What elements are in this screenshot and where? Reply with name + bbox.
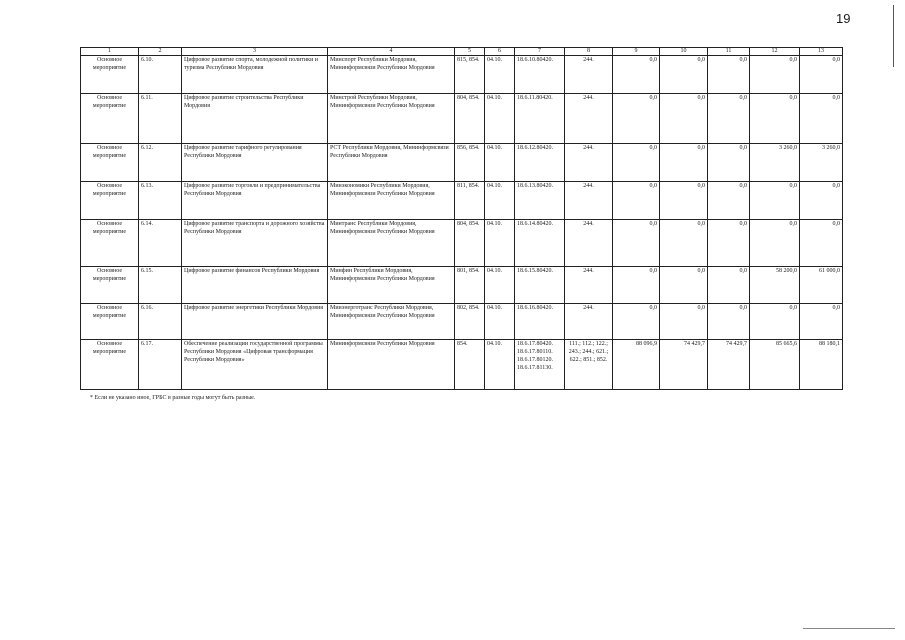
grbs-cell: 801, 854. [455, 267, 485, 304]
row-type-cell: Основное мероприятие [81, 267, 139, 304]
row-type-cell: Основное мероприятие [81, 304, 139, 340]
table-row [81, 56, 843, 94]
amount-cell: 0,0 [750, 304, 800, 340]
amount-cell: 0,0 [750, 220, 800, 267]
amount-cell: 0,0 [750, 56, 800, 94]
row-type-cell: Основное мероприятие [81, 182, 139, 220]
amount-cell: 0,0 [613, 56, 660, 94]
amount-cell: 0,0 [660, 304, 708, 340]
amount-cell: 0,0 [613, 220, 660, 267]
amount-cell: 74 429,7 [660, 340, 708, 390]
amount-cell: 0,0 [800, 220, 843, 267]
column-number-row [81, 48, 843, 56]
grbs-cell: 854. [455, 340, 485, 390]
column-header: 6 [485, 48, 515, 56]
expense-type-cell: 244. [565, 144, 613, 182]
target-article-cell: 18.6.14.80420. [515, 220, 565, 267]
row-type-cell: Основное мероприятие [81, 144, 139, 182]
row-code-cell: 6.11. [139, 94, 182, 144]
executor-cell: Минэнерготранс Республики Мордовия, Мининформсвязи Республики Мордовия [328, 304, 455, 340]
amount-cell: 0,0 [800, 182, 843, 220]
section-code-cell: 04.10. [485, 267, 515, 304]
amount-cell: 0,0 [708, 56, 750, 94]
column-header: 1 [81, 48, 139, 56]
amount-cell: 0,0 [750, 94, 800, 144]
row-type-cell: Основное мероприятие [81, 340, 139, 390]
amount-cell: 0,0 [613, 144, 660, 182]
column-header: 9 [613, 48, 660, 56]
row-type-cell: Основное мероприятие [81, 56, 139, 94]
column-header: 8 [565, 48, 613, 56]
table-row [81, 267, 843, 304]
row-code-cell: 6.16. [139, 304, 182, 340]
executor-cell: Минэкономики Республики Мордовия, Мининформсвязи Республики Мордовия [328, 182, 455, 220]
activity-name-cell: Цифровое развитие торговли и предпринимательства Республики Мордовия [182, 182, 328, 220]
expense-type-cell: 244. [565, 182, 613, 220]
amount-cell: 3 260,0 [750, 144, 800, 182]
executor-cell: Минстрой Республики Мордовия, Мининформсвязи Республики Мордовия [328, 94, 455, 144]
amount-cell: 0,0 [708, 144, 750, 182]
section-code-cell: 04.10. [485, 144, 515, 182]
executor-cell: РСТ Республики Мордовия, Мининформсвязи Республики Мордовия [328, 144, 455, 182]
section-code-cell: 04.10. [485, 304, 515, 340]
row-code-cell: 6.13. [139, 182, 182, 220]
amount-cell: 0,0 [660, 182, 708, 220]
amount-cell: 0,0 [613, 182, 660, 220]
section-code-cell: 04.10. [485, 94, 515, 144]
column-header: 4 [328, 48, 455, 56]
expense-type-cell: 244. [565, 56, 613, 94]
expense-type-cell: 244. [565, 304, 613, 340]
section-code-cell: 04.10. [485, 220, 515, 267]
amount-cell: 0,0 [708, 182, 750, 220]
bottom-rule [803, 628, 895, 629]
table-row [81, 182, 843, 220]
grbs-cell: 802, 854. [455, 304, 485, 340]
target-article-cell: 18.6.17.80420. 18.6.17.80110. 18.6.17.80120. 18.6.17.81130. [515, 340, 565, 390]
executor-cell: Минспорт Республики Мордовия, Мининформсвязи Республики Мордовия [328, 56, 455, 94]
page-number: 19 [836, 11, 851, 26]
table-row [81, 144, 843, 182]
target-article-cell: 18.6.15.80420. [515, 267, 565, 304]
amount-cell: 0,0 [660, 56, 708, 94]
footnote: * Если не указано иное, ГРБС в разные годы могут быть разные. [90, 395, 256, 401]
margin-rule [893, 5, 894, 67]
amount-cell: 0,0 [660, 144, 708, 182]
amount-cell: 0,0 [750, 182, 800, 220]
grbs-cell: 856, 854. [455, 144, 485, 182]
amount-cell: 0,0 [708, 94, 750, 144]
column-header: 11 [708, 48, 750, 56]
amount-cell: 0,0 [708, 304, 750, 340]
amount-cell: 61 000,0 [800, 267, 843, 304]
activity-name-cell: Цифровое развитие транспорта и дорожного хозяйства Республики Мордовия [182, 220, 328, 267]
amount-cell: 3 260,0 [800, 144, 843, 182]
amount-cell: 0,0 [660, 94, 708, 144]
amount-cell: 0,0 [800, 56, 843, 94]
column-header: 10 [660, 48, 708, 56]
section-code-cell: 04.10. [485, 340, 515, 390]
amount-cell: 88 180,1 [800, 340, 843, 390]
row-type-cell: Основное мероприятие [81, 94, 139, 144]
row-code-cell: 6.17. [139, 340, 182, 390]
row-code-cell: 6.12. [139, 144, 182, 182]
table-row [81, 340, 843, 390]
grbs-cell: 804, 854. [455, 94, 485, 144]
table-row [81, 304, 843, 340]
amount-cell: 0,0 [800, 304, 843, 340]
target-article-cell: 18.6.12.80420. [515, 144, 565, 182]
row-code-cell: 6.10. [139, 56, 182, 94]
executor-cell: Мининформсвязи Республики Мордовия [328, 340, 455, 390]
amount-cell: 88 096,9 [613, 340, 660, 390]
row-code-cell: 6.15. [139, 267, 182, 304]
amount-cell: 0,0 [660, 267, 708, 304]
column-header: 2 [139, 48, 182, 56]
row-type-cell: Основное мероприятие [81, 220, 139, 267]
row-code-cell: 6.14. [139, 220, 182, 267]
grbs-cell: 804, 854. [455, 220, 485, 267]
target-article-cell: 18.6.13.80420. [515, 182, 565, 220]
amount-cell: 74 429,7 [708, 340, 750, 390]
table-row [81, 220, 843, 267]
executor-cell: Минтранс Республики Мордовия, Мининформсвязи Республики Мордовия [328, 220, 455, 267]
section-code-cell: 04.10. [485, 56, 515, 94]
column-header: 3 [182, 48, 328, 56]
executor-cell: Минфин Республики Мордовия, Мининформсвязи Республики Мордовия [328, 267, 455, 304]
activity-name-cell: Цифровое развитие энергетики Республики Мордовия [182, 304, 328, 340]
amount-cell: 0,0 [708, 220, 750, 267]
expense-type-cell: 244. [565, 94, 613, 144]
activity-name-cell: Обеспечение реализации государственной программы Республики Мордовия «Цифровая трансформация Республики Мордовия» [182, 340, 328, 390]
column-header: 12 [750, 48, 800, 56]
column-header: 7 [515, 48, 565, 56]
grbs-cell: 811, 854. [455, 182, 485, 220]
activity-name-cell: Цифровое развитие тарифного регулирования Республики Мордовия [182, 144, 328, 182]
column-header: 5 [455, 48, 485, 56]
expense-type-cell: 244. [565, 220, 613, 267]
column-header: 13 [800, 48, 843, 56]
amount-cell: 0,0 [660, 220, 708, 267]
expense-type-cell: 111.; 112.; 122.; 243.; 244.; 621.; 622.; 851.; 852. [565, 340, 613, 390]
activity-name-cell: Цифровое развитие финансов Республики Мордовия [182, 267, 328, 304]
target-article-cell: 18.6.16.80420. [515, 304, 565, 340]
amount-cell: 58 200,0 [750, 267, 800, 304]
budget-table [80, 47, 843, 390]
amount-cell: 0,0 [613, 94, 660, 144]
activity-name-cell: Цифровое развитие спорта, молодежной политики и туризма Республики Мордовия [182, 56, 328, 94]
expense-type-cell: 244. [565, 267, 613, 304]
activity-name-cell: Цифровое развитие строительства Республики Мордовия [182, 94, 328, 144]
grbs-cell: 815, 854. [455, 56, 485, 94]
target-article-cell: 18.6.10.80420. [515, 56, 565, 94]
amount-cell: 85 665,6 [750, 340, 800, 390]
target-article-cell: 18.6.11.80420. [515, 94, 565, 144]
amount-cell: 0,0 [800, 94, 843, 144]
amount-cell: 0,0 [613, 304, 660, 340]
section-code-cell: 04.10. [485, 182, 515, 220]
table-row [81, 94, 843, 144]
amount-cell: 0,0 [708, 267, 750, 304]
amount-cell: 0,0 [613, 267, 660, 304]
